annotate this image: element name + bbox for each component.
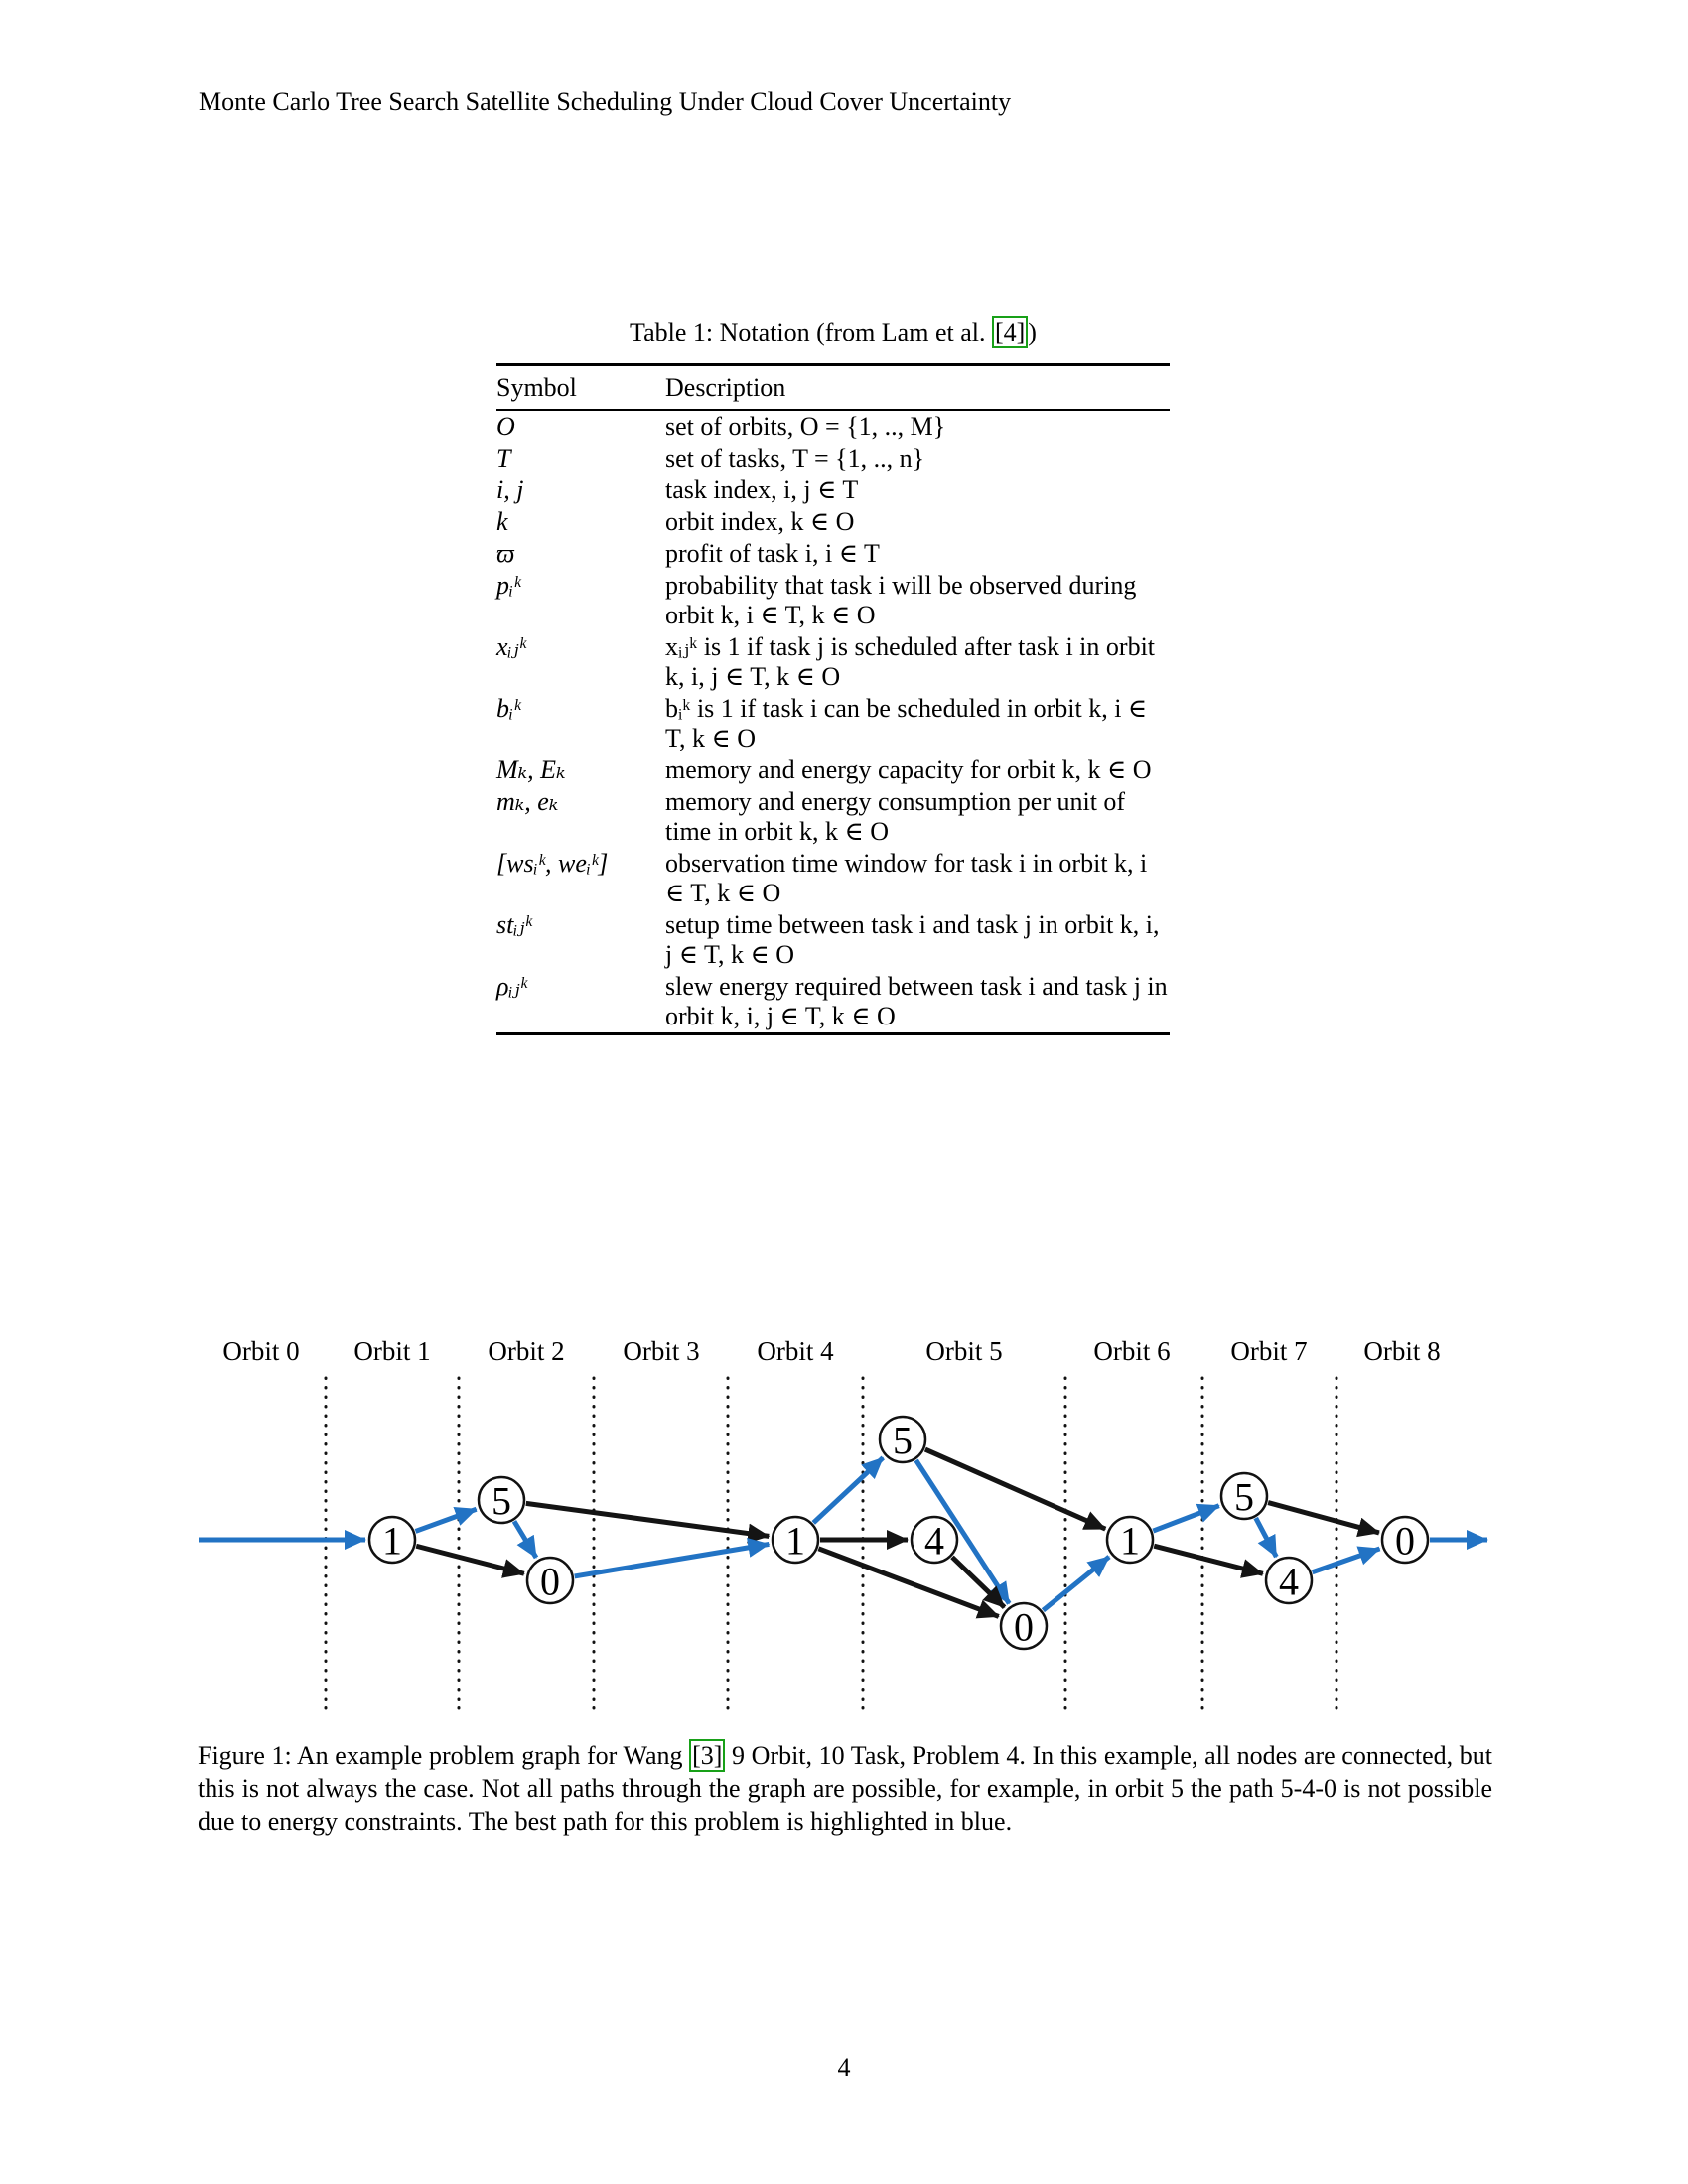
- notation-table: [496, 363, 1170, 1035]
- edge-o6-1-to-o7-4: [1154, 1546, 1263, 1573]
- description-cell: probability that task i will be observed during orbit k, i ∈ T, k ∈ O: [665, 571, 1137, 629]
- edge-o2-5-to-o2-0: [514, 1521, 536, 1558]
- caption-text-rest: 9 Orbit, 10 Task, Problem 4. In this example, all nodes are connected, but this is not always the case. Not all paths through the graph are possible, for example, in orbit 5 the path 5-4-0 is not possible due to energy constraints. The best path for this problem is highlighted in blue.: [198, 1741, 1492, 1836]
- table-row: [496, 786, 1170, 848]
- description-cell: bᵢᵏ is 1 if task i can be scheduled in orbit k, i ∈ T, k ∈ O: [665, 694, 1148, 752]
- edge-o4-1-to-o5-0: [818, 1549, 998, 1617]
- table-row: [496, 848, 1170, 909]
- graph-node-label: 5: [492, 1478, 511, 1524]
- description-cell: set of tasks, T = {1, .., n}: [665, 444, 925, 473]
- description-cell: memory and energy consumption per unit of time in orbit k, k ∈ O: [665, 787, 1126, 846]
- graph-node-label: 1: [382, 1518, 402, 1564]
- graph-node-o7-5: [1221, 1473, 1267, 1520]
- running-header: Monte Carlo Tree Search Satellite Scheduling Under Cloud Cover Uncertainty: [199, 87, 1012, 116]
- description-cell: memory and energy capacity for orbit k, k ∈ O: [665, 755, 1152, 784]
- symbol-cell: O: [496, 412, 515, 441]
- table-row: [496, 693, 1170, 754]
- edge-o6-1-to-o7-5: [1153, 1506, 1218, 1531]
- description-cell: observation time window for task i in orbit k, i ∈ T, k ∈ O: [665, 849, 1148, 907]
- orbit-label: Orbit 5: [925, 1336, 1003, 1366]
- graph-node-o2-5: [479, 1477, 524, 1524]
- graph-node-o8-0: [1382, 1517, 1428, 1564]
- orbit-label: Orbit 2: [488, 1336, 565, 1366]
- column-header-symbol: Symbol: [496, 365, 665, 411]
- orbit-label: Orbit 0: [222, 1336, 300, 1366]
- description-cell: set of orbits, O = {1, .., M}: [665, 412, 946, 441]
- symbol-cell: Mₖ, Eₖ: [496, 755, 566, 784]
- symbol-cell: bᵢᵏ: [496, 694, 521, 723]
- table-title-text: Table 1: Notation (from Lam et al.: [630, 318, 992, 346]
- page-number: 4: [837, 2053, 851, 2082]
- edge-o4-1-to-o5-5: [813, 1457, 883, 1522]
- orbit-label: Orbit 1: [353, 1336, 431, 1366]
- description-cell: slew energy required between task i and task j in orbit k, i, j ∈ T, k ∈ O: [665, 972, 1168, 1030]
- edge-o7-4-to-o8-0: [1313, 1549, 1380, 1572]
- column-header-description: Description: [665, 365, 1170, 411]
- graph-node-label: 1: [785, 1518, 805, 1564]
- edge-o1-1-to-o2-5: [415, 1509, 476, 1531]
- graph-node-label: 1: [1120, 1518, 1140, 1564]
- edge-o5-0-to-o6-1: [1043, 1557, 1109, 1610]
- table-header-row: [496, 365, 1170, 411]
- description-cell: xᵢⱼᵏ is 1 if task j is scheduled after task i in orbit k, i, j ∈ T, k ∈ O: [665, 632, 1156, 691]
- edge-o2-5-to-o4-1: [526, 1503, 769, 1536]
- table-row: [496, 971, 1170, 1034]
- graph-node-o5-0: [1001, 1603, 1047, 1650]
- table-row: [496, 538, 1170, 570]
- table-row: [496, 631, 1170, 693]
- description-cell: setup time between task i and task j in orbit k, i, j ∈ T, k ∈ O: [665, 910, 1160, 969]
- orbit-label: Orbit 3: [623, 1336, 700, 1366]
- caption-text: Figure 1: An example problem graph for Wang: [198, 1741, 690, 1770]
- edge-o1-1-to-o2-0: [416, 1546, 524, 1573]
- citation-link-3[interactable]: [3]: [689, 1739, 725, 1772]
- graph-node-label: 0: [1395, 1518, 1415, 1564]
- table-row: [496, 570, 1170, 631]
- symbol-cell: [wsᵢᵏ, weᵢᵏ]: [496, 849, 609, 878]
- table-row: [496, 475, 1170, 506]
- notation-table-block: [496, 318, 1170, 1035]
- description-cell: orbit index, k ∈ O: [665, 507, 855, 536]
- graph-node-o1-1: [369, 1517, 415, 1564]
- graph-node-o5-4: [912, 1517, 957, 1564]
- edge-o7-5-to-o8-0: [1268, 1503, 1379, 1533]
- graph-node-o2-0: [527, 1558, 573, 1604]
- symbol-cell: pᵢᵏ: [496, 571, 521, 600]
- table-title-close: ): [1028, 318, 1037, 346]
- edge-o2-0-to-o4-1: [575, 1544, 770, 1575]
- graph-node-label: 4: [1279, 1559, 1299, 1604]
- table-row: [496, 410, 1170, 443]
- symbol-cell: T: [496, 444, 511, 473]
- symbol-cell: ϖ: [496, 539, 515, 568]
- table-title: [496, 318, 1170, 347]
- description-cell: profit of task i, i ∈ T: [665, 539, 880, 568]
- graph-node-label: 5: [1234, 1474, 1254, 1520]
- symbol-cell: ρᵢⱼᵏ: [496, 972, 527, 1001]
- symbol-cell: mₖ, eₖ: [496, 787, 559, 816]
- symbol-cell: xᵢⱼᵏ: [496, 632, 526, 661]
- table-row: [496, 909, 1170, 971]
- graph-node-o5-5: [880, 1417, 925, 1463]
- symbol-cell: stᵢⱼᵏ: [496, 910, 532, 939]
- table-row: [496, 754, 1170, 786]
- orbit-label: Orbit 4: [757, 1336, 834, 1366]
- table-row: [496, 443, 1170, 475]
- notation-table-body: [496, 410, 1170, 1034]
- graph-node-label: 0: [1014, 1604, 1034, 1650]
- symbol-cell: k: [496, 507, 508, 536]
- symbol-cell: i, j: [496, 476, 524, 504]
- graph-node-label: 0: [540, 1559, 560, 1604]
- table-row: [496, 506, 1170, 538]
- graph-node-label: 5: [893, 1418, 913, 1463]
- figure-graph: [0, 1328, 1688, 1755]
- edge-o7-5-to-o7-4: [1256, 1518, 1277, 1557]
- description-cell: task index, i, j ∈ T: [665, 476, 859, 504]
- figure-caption: [198, 1739, 1492, 1838]
- orbit-label: Orbit 6: [1093, 1336, 1171, 1366]
- graph-node-o7-4: [1266, 1558, 1312, 1604]
- orbit-label: Orbit 8: [1363, 1336, 1441, 1366]
- citation-link-4[interactable]: [4]: [992, 316, 1028, 348]
- graph-node-label: 4: [924, 1518, 944, 1564]
- graph-node-o4-1: [773, 1517, 818, 1564]
- graph-node-o6-1: [1107, 1517, 1153, 1564]
- orbit-label: Orbit 7: [1230, 1336, 1308, 1366]
